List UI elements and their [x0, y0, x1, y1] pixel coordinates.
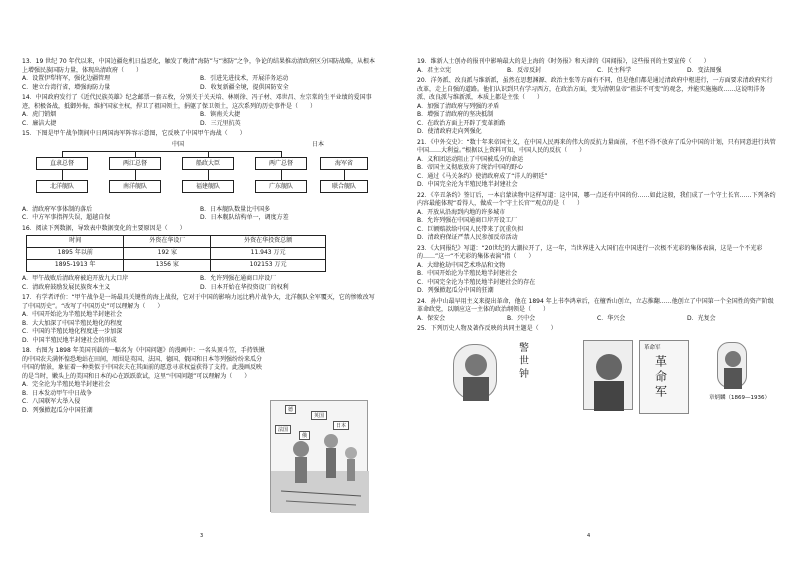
china-top-box: 船政大臣	[182, 157, 234, 170]
connector	[135, 170, 136, 180]
cartoon-label: 日本	[333, 421, 349, 430]
china-label: 中国	[172, 140, 185, 148]
cartoon-label: 英国	[311, 411, 327, 420]
portrait-icon	[584, 341, 634, 411]
question-23-options	[417, 262, 777, 296]
option: A．设置伊犁将军，强化边疆管理	[22, 75, 111, 82]
table-cell: 1895-1913 年	[27, 260, 124, 272]
question-14	[22, 94, 378, 128]
question-19-stem: 19．维新人士创办的报刊中影响最大的是上海的《时务报》和天津的《国闻报》，这些报刊的主要宣传（ ）	[417, 58, 710, 65]
option: C．民主科学	[597, 66, 632, 74]
left-column	[22, 58, 378, 417]
question-21-options	[417, 156, 777, 190]
table-row	[27, 248, 326, 260]
portrait-icon	[454, 345, 498, 401]
option: C．建立台湾行省，增强海防力量	[22, 83, 111, 91]
china-top-box: 两江总督	[109, 157, 161, 170]
china-top-box: 两广总督	[255, 157, 307, 170]
table-cell: 1895 年以前	[27, 248, 124, 260]
option: B．反帝反封	[507, 66, 542, 74]
china-bottom-box: 福建舰队	[182, 180, 234, 193]
option: B．允许列强在中国通商口岸开设工厂	[417, 217, 518, 224]
japan-top-box: 海军省	[320, 157, 368, 170]
book-title-jingshizhong: 警世钟	[516, 341, 528, 381]
question-14-options	[22, 111, 378, 128]
question-23-stem: 23．《大同报纪》写道：“20世纪的大潮拉开了，这一年，当世界进入大国们在中国进行一次极不光彩的集体表演，这是一个不光彩的……”这一“不光彩的集体表演”指（ ）	[417, 244, 763, 260]
option: A．君主立宪	[417, 66, 452, 74]
question-17-options	[22, 311, 378, 345]
question-17-stem: 17．有学者评价：“甲午战争是一场最具关键性的海上战役，它对于中国的影响力远比鸦片战争大，北洋舰队全军覆灭，它的惨败改写了中国历史”。“改写了中国历史”可以理解为（ ）	[22, 294, 375, 310]
option: C．在政治方面上开辟了变革新路	[417, 119, 506, 127]
option: C．巨额赔款给中国人民带来了沉重负担	[417, 225, 524, 233]
portrait-icon	[718, 343, 748, 389]
option: A．甲午战败后清政府被迫开放九大口岸	[22, 275, 129, 282]
option: C．廉洁大捷	[22, 119, 57, 127]
question-18-options	[22, 381, 266, 415]
option: D．收复新疆全境，提供国防安全	[200, 83, 289, 91]
option: A．大肆抢劫中国艺术珍品和文物	[417, 261, 506, 269]
question-23	[417, 245, 777, 296]
japan-label: 日本	[312, 140, 325, 148]
china-bottom-box: 南洋舰队	[109, 180, 161, 193]
option: D．使清政府走向列强化	[417, 128, 482, 135]
table-header: 外资在华设厂	[124, 236, 211, 248]
option: C．清政府鼓励发展民族资本主义	[22, 283, 111, 291]
book-cover-gemingjun	[639, 340, 689, 414]
question-25	[417, 325, 777, 418]
cartoon-label: 德	[285, 405, 296, 414]
question-13-stem: 13．19 世纪 70 年代以来，中国边疆危机日益恶化，触发了晚清“海防”与“塞防”之争，争论的结果推动清政府区分国防战略，从根本上增强民族国防力量，体现出清政府（ ）	[22, 58, 376, 74]
option: C．八国联军大举入侵	[22, 398, 81, 405]
option: A．清政府军事体制的落后	[22, 205, 93, 213]
option: A．开放从沿海到内地的许多城市	[417, 208, 506, 216]
option: D．三元里抗英	[200, 119, 241, 127]
option: C．通过《马关条约》使清政府成了“洋人的朝廷”	[417, 172, 548, 180]
option: B．中国开始沦为半殖民地半封建社会	[417, 270, 518, 277]
question-22-stem: 22．《辛丑条约》签订后，一本启蒙读物中这样写道：这中国，哪一点还有中国的份……如此这般，我们成了一个守土长官……下列条约内容最能体现“看得人，做成一个‘守土长官’”观点的是（ ）	[417, 191, 776, 207]
option: A．完全沦为半殖民地半封建社会	[22, 381, 111, 388]
question-20	[417, 77, 777, 137]
connector	[208, 170, 209, 180]
option: B．兴中会	[507, 314, 536, 322]
table-row	[27, 260, 326, 272]
question-14-stem: 14．中国政府发行了《近代民族英雄》纪念邮票一套五枚，分别关于关天培、林则徐、冯子材、邓世昌、左宗棠的生平业绩的爱国事迹，积极备战，抵御外侮，维护国家主权，捍卫了祖国领土，捐躯了保卫领土，这次系列的历史事件是（ ）	[22, 94, 372, 110]
portrait-photo	[453, 344, 497, 400]
option: C．中国的半殖民地化程度进一步加深	[22, 328, 123, 335]
option: D．列强掀起瓜分中国狂潮	[22, 406, 93, 414]
question-18	[22, 347, 266, 415]
option: B．允许列强在通商口岸设厂	[200, 275, 277, 282]
cartoon-label: 法国	[275, 425, 291, 434]
japan-bottom-box: 联合舰队	[320, 180, 368, 193]
connector	[344, 170, 345, 180]
option: B．引进先进技术，开展洋务运动	[200, 75, 289, 82]
question-21-stem: 21．《中外交史》：“数十年来帝国主义，在中国人民再来的伟大的反抗力量面前，不但不得不放弃了瓜分中国的计划，只有同意进行共管中国……大利益。”根据以上资料可知，中国人民的反抗（ ）	[417, 138, 776, 154]
question-13	[22, 58, 378, 92]
option: D．中国半殖民地半封建社会的形成	[22, 336, 117, 344]
connector	[62, 151, 282, 152]
question-16	[22, 225, 378, 293]
question-15-stem: 15．下图是甲午战争期间中日两国海军阵容示意图，它反映了中国甲午海战（ ）	[22, 130, 246, 137]
option: B．日本舰队数量比中国多	[200, 205, 271, 213]
page-number: 4	[587, 533, 591, 539]
book-cover-title: 革命军	[653, 354, 668, 400]
question-16-stem: 16．阅读下列数据，导致表中数据变化的主要原因是（ ）	[22, 224, 186, 232]
option: C．华兴会	[597, 314, 626, 322]
option: A．加强了清政府与列强的矛盾	[417, 102, 500, 110]
table-cell: 102153 万元	[211, 260, 326, 272]
question-24	[417, 298, 777, 324]
china-bottom-box: 北洋舰队	[36, 180, 88, 193]
table-cell: 1356 家	[124, 260, 211, 272]
table-cell: 11.943 万元	[211, 248, 326, 260]
foreign-investment-table	[26, 235, 326, 272]
question-24-stem: 24．孙中山最早用主义来提出革命，他在 1894 年上书李鸿章后，在檀香山创立，立志推翻……他创立了中国第一个全国性的资产阶级革命政党，以顺应这一主体的政治纲领是（ ）	[417, 297, 774, 313]
fleet-diagram	[22, 141, 378, 203]
right-column	[417, 58, 777, 420]
china-top-box: 直隶总督	[36, 157, 88, 170]
page-number: 3	[200, 533, 204, 539]
question-25-stem: 25．下列历史人物及著作反映的共同主题是（ ）	[417, 325, 557, 332]
option: B．日本发动甲午中日战争	[22, 389, 93, 397]
right-page	[397, 0, 794, 561]
question-18-stem: 18．右图为 1898 年美国刊载的一幅名为《中国问题》的漫画中：一名头顶斗笠，手持铁锹的中国农夫满怀惶恐地站在田间，周围是英国、法国、德国、俄国和日本等列强纷纷来瓜分中国的情景，象征着一种类似于中国农夫在其面前的愿意寻求权益获得了支持。此漫画反映的是当时，嫩头上的美国和日本的心在跃跃欲试，这里“中国问题”可以理解为（ ）	[22, 347, 265, 380]
question-20-stem: 20．洋务派、改良派与维新派，虽然在思想渊源、政治主张等方面有不同，但是他们都是通过清政府中枢进行，一方面要求清政府实行改革，走上自强的道路。他们认识到只有学习西方，在政治方面，变为清朝皇帝“祖法不可变”的观念，并能实施施政……这说明洋务派、改良派与维新派，本质上都是主张（ ）	[417, 77, 773, 101]
question-15-options	[22, 206, 378, 223]
book-cover-small-title: 革命军	[644, 344, 661, 351]
option: D．列强掀起瓜分中国的狂潮	[417, 287, 494, 294]
option: D．日本舰队结构单一，调度方差	[200, 214, 289, 221]
table-header: 时间	[27, 236, 124, 248]
option: D．变法图强	[687, 66, 722, 74]
portrait-photo	[717, 342, 747, 388]
option: A．保安会	[417, 314, 446, 322]
connector	[281, 170, 282, 180]
question-15	[22, 130, 378, 223]
option: B．镇南关大捷	[200, 111, 241, 118]
option: C．中国完全沦为半殖民地半封建社会的存在	[417, 278, 536, 286]
question-19	[417, 58, 777, 75]
question-21	[417, 139, 777, 190]
portrait-caption: 章炳麟（1869—1936）	[709, 394, 770, 401]
question-13-options	[22, 75, 378, 92]
question-20-options	[417, 103, 777, 137]
option: A．虎门销烟	[22, 111, 57, 118]
question-16-options	[22, 275, 378, 292]
option: D．中国完全沦为半殖民地半封建社会	[417, 181, 518, 188]
question-19-options	[417, 67, 777, 76]
connector	[62, 170, 63, 180]
option: D．清政府保证严禁人民参加反帝活动	[417, 234, 518, 241]
question-17	[22, 294, 378, 345]
option: D．日本开始在华投资设厂的权利	[200, 283, 289, 291]
question-22	[417, 192, 777, 243]
option: C．中方军事指挥失误，超越自保	[22, 214, 111, 221]
table-cell: 192 家	[124, 248, 211, 260]
china-question-cartoon	[270, 400, 368, 512]
option: B．大大加深了中国半殖民地化的程度	[22, 319, 123, 327]
table-header-row	[27, 236, 326, 248]
china-bottom-box: 广东舰队	[255, 180, 307, 193]
option: B．增强了清政府的坚决抵制	[417, 111, 494, 118]
question-25-images	[417, 338, 777, 418]
table-header: 外资在华投资总额	[211, 236, 326, 248]
question-22-options	[417, 209, 777, 243]
option: B．帝国主义彻底放弃了统治中国的野心	[417, 164, 524, 171]
portrait-photo	[583, 340, 633, 410]
cartoon-label: 俄	[299, 431, 310, 440]
question-24-options	[417, 315, 777, 324]
option: D．光复会	[687, 314, 716, 322]
option: A．中国开始沦为半殖民地半封建社会	[22, 311, 123, 318]
option: A．义和团运动阻止了中国被瓜分的命运	[417, 155, 524, 163]
